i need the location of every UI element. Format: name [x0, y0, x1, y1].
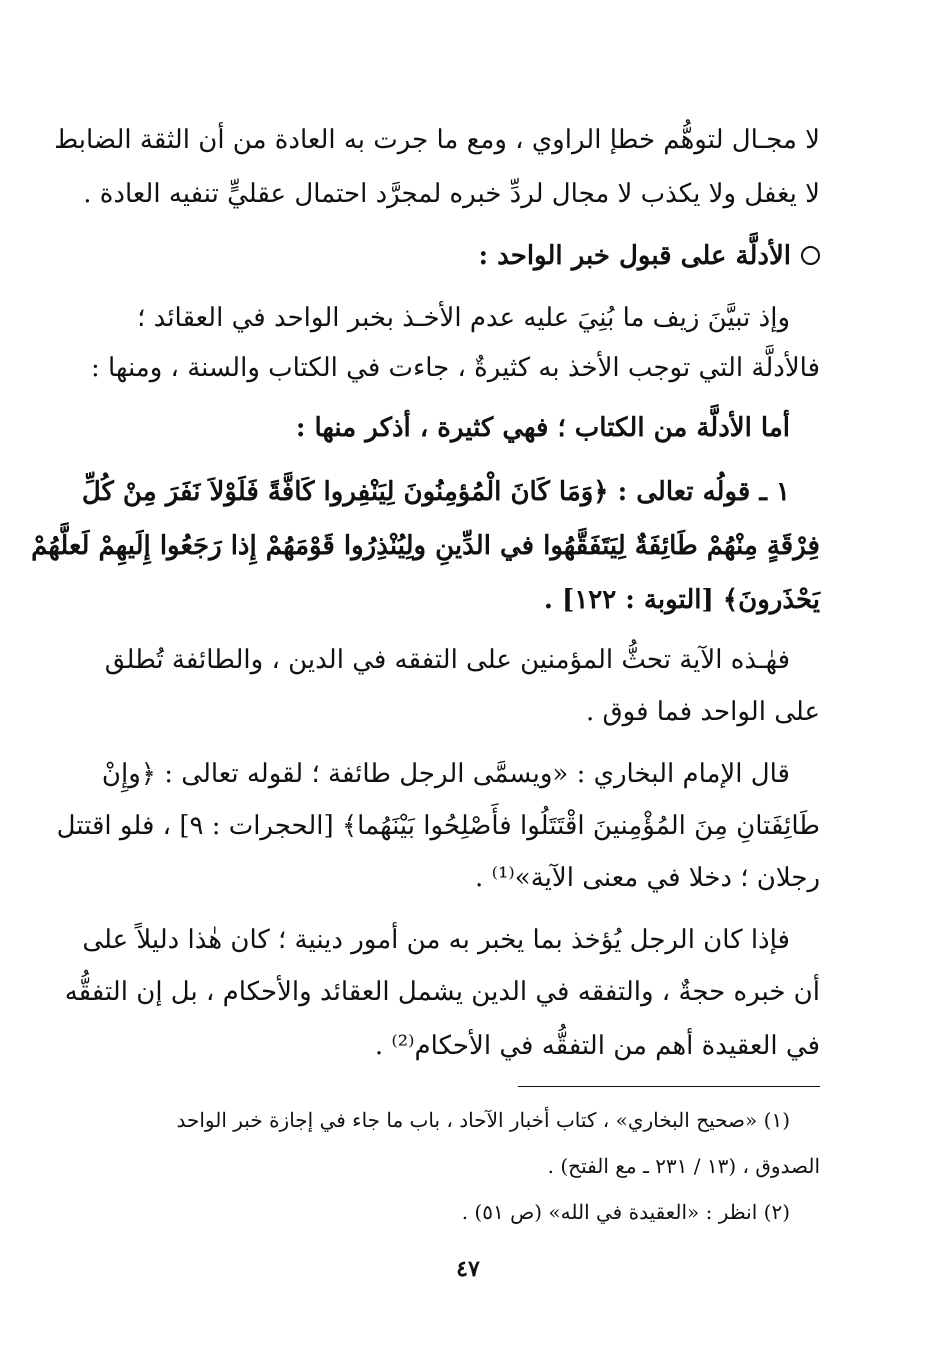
- text-line: في العقيدة أهم من التفقُّه في الأحكام⁽²⁾ .: [374, 1031, 820, 1061]
- text-line: أن خبره حجةٌ ، والتفقه في الدين يشمل العقائد والأحكام ، بل إن التفقُّه: [64, 977, 820, 1007]
- circle-marker-icon: [801, 246, 820, 265]
- text-line: فإذا كان الرجل يُؤخذ بما يخبر به من أمور دينية ؛ كان هٰذا دليلاً على: [82, 925, 790, 955]
- section-heading: [116, 236, 820, 276]
- text-line: رجلان ؛ دخلا في معنى الآية»⁽¹⁾ .: [475, 863, 820, 893]
- quran-verse-line: فِرْقَةٍ مِنْهُمْ طَائِفَةٌ لِيَتَفَقَّهُوا في الدِّينِ ولِيُنْذِرُوا قَوْمَهُمْ إِذا رَجَعُوا إِلَيهِمْ لَعلَّهُمْ: [31, 531, 820, 561]
- quran-verse-line: ١ ـ قولُه تعالى : ﴿وَمَا كَانَ الْمُؤمِنُونَ لِيَنْفِروا كَافَّةً فَلَوْلاَ نَفَرَ مِنْ كُلِّ: [81, 477, 790, 507]
- quran-verse-line: يَحْذَرونَ﴾ [التوبة : ١٢٢] .: [543, 585, 820, 615]
- text-line: لا يغفل ولا يكذب لا مجال لردِّ خبره لمجرَّد احتمال عقليٍّ تنفيه العادة .: [83, 179, 820, 209]
- text-line: على الواحد فما فوق .: [585, 697, 820, 727]
- section-heading-text: الأدلَّة على قبول خبر الواحد :: [478, 241, 791, 271]
- footnote-separator: [518, 1086, 820, 1087]
- text-line: وإذ تبيَّنَ زيف ما بُنِيَ عليه عدم الأخـذ بخبر الواحد في العقائد ؛: [137, 303, 790, 333]
- text-line: قال الإمام البخاري : «ويسمَّى الرجل طائفة ؛ لقوله تعالى : ﴿وإِنْ: [101, 759, 790, 789]
- subheading: أما الأدلَّة من الكتاب ؛ فهي كثيرة ، أذكر منها :: [295, 413, 790, 443]
- footnote-line: (١) «صحيح البخاري» ، كتاب أخبار الآحاد ، باب ما جاء في إجازة خبر الواحد: [176, 1108, 790, 1132]
- text-line: فالأدلَّة التي توجب الأخذ به كثيرةٌ ، جاءت في الكتاب والسنة ، ومنها :: [91, 353, 820, 383]
- footnote-line: (٢) انظر : «العقيدة في الله» (ص ٥١) .: [461, 1200, 790, 1224]
- footnote-line: الصدوق ، (١٣ / ٢٣١ ـ مع الفتح) .: [547, 1154, 820, 1178]
- text-line: فهٰـذه الآية تحثُّ المؤمنين على التفقه في الدين ، والطائفة تُطلق: [104, 645, 790, 675]
- text-line: طَائِفَتانِ مِنَ المُؤْمِنينَ اقْتَتَلُوا فأَصْلِحُوا بَيْنَهُما﴾ [الحجرات : ٩] ، فلو اقتتل: [56, 811, 820, 841]
- page-number: ٤٧: [456, 1256, 480, 1282]
- text-line: لا مجـال لتوهُّم خطإ الراوي ، ومع ما جرت به العادة من أن الثقة الضابط: [54, 125, 820, 155]
